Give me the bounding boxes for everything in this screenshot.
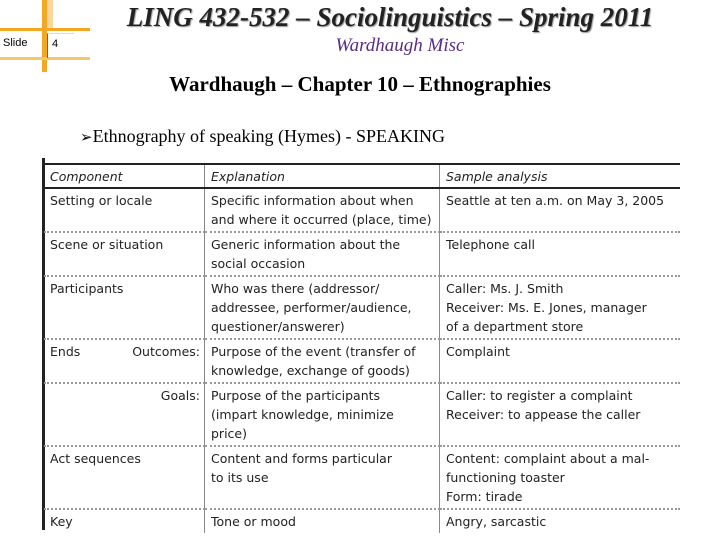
table-row [44, 276, 680, 339]
component-cell: Act sequences [44, 446, 205, 509]
bullet-item [80, 126, 445, 147]
slide-label: Slide [3, 37, 28, 49]
header-accent-line [0, 28, 90, 31]
chapter-title: Wardhaugh – Chapter 10 – Ethnographies [169, 72, 551, 96]
explanation-cell: Purpose of the participants (impart knowledge, minimize price) [205, 383, 440, 446]
explanation-cell: Who was there (addressor/ addressee, performer/audience, questioner/answerer) [205, 276, 440, 339]
table-row [44, 446, 680, 509]
slide-subtitle: Wardhaugh Misc [335, 35, 465, 56]
component-cell: Key [50, 514, 73, 529]
component-cell: Setting or locale [44, 188, 205, 232]
component-cell: Scene or situation [44, 232, 205, 276]
table-row [44, 383, 680, 446]
explanation-cell: Content and forms particular to its use [205, 446, 440, 509]
sample-cell: Caller: to register a complaint Receiver: to appease the caller [440, 383, 681, 446]
table-row [44, 188, 680, 232]
course-title: LING 432-532 – Sociolinguistics – Spring 2011 [126, 2, 654, 32]
arrow-bullet-icon: ➢ [80, 128, 93, 146]
sample-cell: Caller: Ms. J. Smith Receiver: Ms. E. Jones, manager of a department store [440, 276, 681, 339]
slide-number: 4 [52, 38, 59, 50]
component-cell: Goals: [44, 383, 205, 446]
header-sample: Sample analysis [440, 164, 681, 188]
header-explanation: Explanation [205, 164, 440, 188]
component-cell: Participants [44, 276, 205, 339]
sample-cell: Complaint [440, 339, 681, 383]
table-row [44, 509, 680, 533]
table-row [44, 339, 680, 383]
component-cell: Ends Outcomes: [44, 339, 205, 383]
explanation-cell: Purpose of the event (transfer of knowledge, exchange of goods) [205, 339, 440, 383]
header-decoration [47, 0, 53, 28]
speaking-table [41, 163, 679, 528]
explanation-cell: Generic information about the social occasion [205, 232, 440, 276]
sample-cell: Telephone call [440, 232, 681, 276]
explanation-cell: Tone or mood [205, 509, 440, 533]
sample-cell: Seattle at ten a.m. on May 3, 2005 [440, 188, 681, 232]
sample-cell: Content: complaint about a mal- functioning toaster Form: tirade [440, 446, 681, 509]
table-row [44, 232, 680, 276]
header-accent-line-2 [0, 57, 90, 60]
table-header-row [44, 164, 680, 188]
explanation-cell: Specific information about when and where it occurred (place, time) [205, 188, 440, 232]
sample-cell: Angry, sarcastic [440, 509, 681, 533]
header-component: Component [44, 164, 205, 188]
bullet-text: Ethnography of speaking (Hymes) - SPEAKING [92, 126, 446, 146]
